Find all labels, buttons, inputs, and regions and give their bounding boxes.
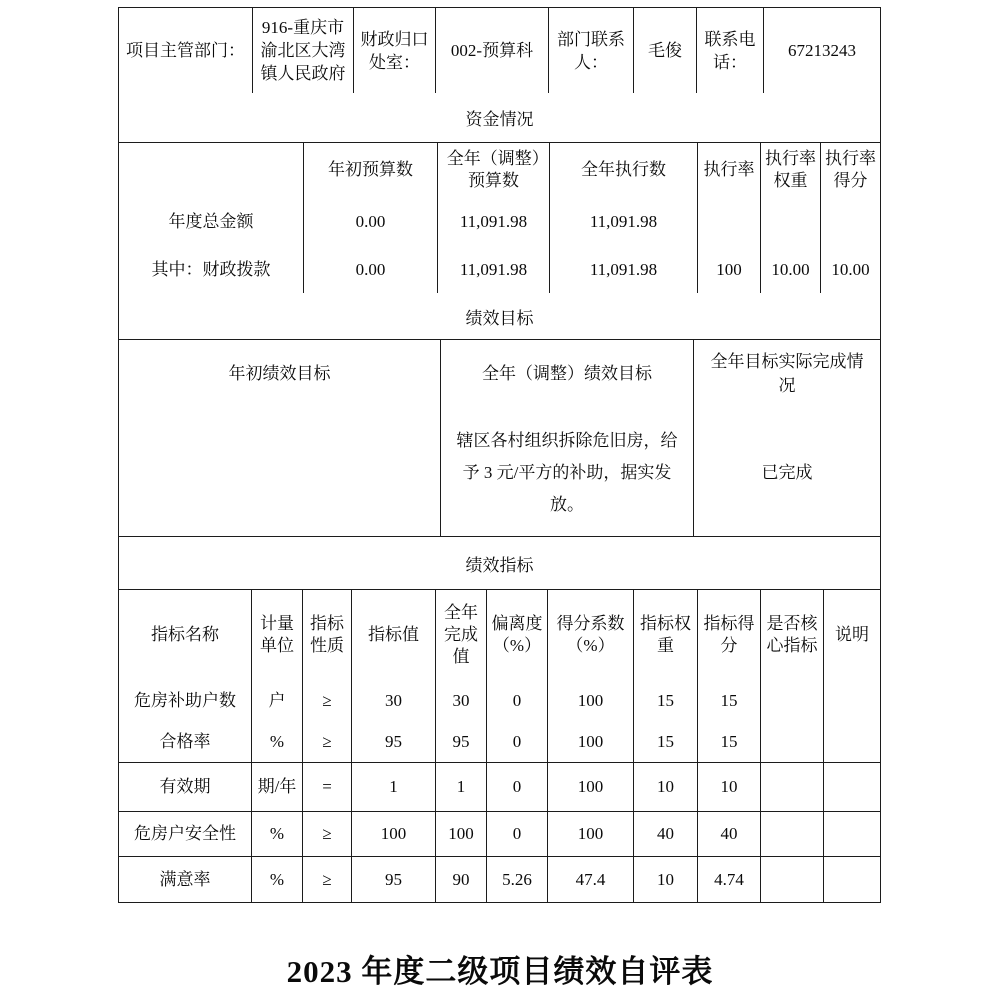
indicator-cell: 100 — [548, 680, 634, 722]
goals-initial-value — [119, 408, 441, 537]
self-evaluation-table — [118, 7, 881, 903]
indicator-name: 满意率 — [119, 857, 252, 902]
dept-contact-value: 毛俊 — [634, 8, 697, 93]
funds-header-cell: 年初预算数 — [304, 143, 438, 197]
indicator-cell: 户 — [252, 680, 303, 722]
indicator-cell: 10 — [634, 857, 698, 902]
indicator-cell: 15 — [634, 722, 698, 763]
indicators-header-cell: 说明 — [835, 625, 869, 644]
indicators-section-title: 绩效指标 — [119, 537, 880, 590]
indicator-cell: 10 — [634, 763, 698, 812]
indicator-cell: 4.74 — [698, 857, 761, 902]
funds-cell: 10.00 — [761, 247, 821, 293]
funds-cell: 11,091.98 — [438, 247, 550, 293]
dept-contact-label: 部门联系人： — [549, 8, 634, 93]
indicators-table — [119, 590, 880, 902]
indicator-cell: % — [252, 812, 303, 857]
funds-cell: 11,091.98 — [550, 197, 698, 247]
indicator-cell: ≥ — [303, 722, 352, 763]
indicator-cell — [761, 763, 824, 812]
indicator-cell: 15 — [698, 722, 761, 763]
funds-header-cell: 执行率得分 — [825, 149, 876, 190]
finance-office-label: 财政归口处室： — [354, 8, 436, 93]
indicator-cell — [761, 857, 824, 902]
finance-office-value: 002-预算科 — [436, 8, 549, 93]
funds-row-label: 其中：财政拨款 — [119, 247, 304, 293]
goals-table — [119, 340, 880, 537]
indicator-cell — [824, 680, 880, 722]
funds-section-title: 资金情况 — [119, 93, 880, 143]
indicator-cell: 期/年 — [252, 763, 303, 812]
phone-label: 联系电话： — [697, 8, 764, 93]
indicator-cell — [761, 722, 824, 763]
indicator-cell: 1 — [352, 763, 436, 812]
indicator-cell: 30 — [436, 680, 487, 722]
indicator-cell: 100 — [548, 722, 634, 763]
funds-cell: 0.00 — [304, 247, 438, 293]
indicators-header-cell: 偏离度（%） — [487, 590, 548, 680]
indicator-cell: % — [252, 722, 303, 763]
funds-table — [119, 143, 880, 293]
indicator-name: 有效期 — [119, 763, 252, 812]
indicators-header-cell: 指标名称 — [119, 590, 252, 680]
indicator-cell: % — [252, 857, 303, 902]
indicator-cell: 15 — [698, 680, 761, 722]
indicator-cell: 47.4 — [548, 857, 634, 902]
indicator-cell: 10 — [698, 763, 761, 812]
indicator-cell — [824, 763, 880, 812]
indicator-cell: 0 — [487, 763, 548, 812]
indicator-cell: 100 — [548, 763, 634, 812]
goals-header-cell: 年初绩效目标 — [119, 340, 441, 408]
indicator-cell: 100 — [436, 812, 487, 857]
indicator-cell: 95 — [436, 722, 487, 763]
indicator-cell — [824, 812, 880, 857]
indicator-cell: ≥ — [303, 812, 352, 857]
indicator-cell: 15 — [634, 680, 698, 722]
indicators-header-cell: 指标性质 — [303, 590, 352, 680]
indicator-name: 合格率 — [119, 722, 252, 763]
indicator-cell: 0 — [487, 812, 548, 857]
funds-cell: 10.00 — [831, 260, 870, 279]
indicator-cell — [761, 812, 824, 857]
indicator-cell: 0 — [487, 722, 548, 763]
indicators-header-cell: 是否核心指标 — [761, 590, 824, 680]
funds-cell: 100 — [698, 247, 761, 293]
indicator-cell: 1 — [436, 763, 487, 812]
goals-header-cell: 全年目标实际完成情况 — [710, 352, 864, 395]
funds-header-cell: 全年（调整）预算数 — [438, 143, 550, 197]
indicator-cell: 100 — [352, 812, 436, 857]
supervisor-dept-label: 项目主管部门： — [119, 8, 253, 93]
indicator-cell: ≥ — [303, 680, 352, 722]
indicators-header-cell: 指标值 — [352, 590, 436, 680]
indicator-cell: 40 — [698, 812, 761, 857]
indicator-cell: 0 — [487, 680, 548, 722]
funds-row-label: 年度总金额 — [119, 197, 304, 247]
indicator-cell: 40 — [634, 812, 698, 857]
supervisor-dept-value: 916-重庆市渝北区大湾镇人民政府 — [253, 8, 354, 93]
funds-header-cell: 执行率权重 — [761, 143, 821, 197]
funds-cell — [698, 197, 761, 247]
funds-cell: 11,091.98 — [550, 247, 698, 293]
indicators-header-cell: 得分系数（%） — [548, 590, 634, 680]
indicators-header-cell: 全年完成值 — [436, 590, 487, 680]
funds-cell — [821, 197, 880, 247]
funds-cell: 0.00 — [304, 197, 438, 247]
indicator-cell: 100 — [548, 812, 634, 857]
indicator-cell: = — [303, 763, 352, 812]
funds-cell — [761, 197, 821, 247]
phone-value: 67213243 — [788, 41, 856, 60]
funds-header-cell: 执行率 — [698, 143, 761, 197]
indicator-cell: 5.26 — [487, 857, 548, 902]
indicators-header-cell: 指标权重 — [634, 590, 698, 680]
funds-header-cell — [119, 143, 304, 197]
page-title: 2023 年度二级项目绩效自评表 — [286, 954, 714, 989]
indicator-cell — [824, 857, 880, 902]
indicators-header-cell: 计量单位 — [252, 590, 303, 680]
info-row — [119, 8, 880, 93]
indicator-cell — [761, 680, 824, 722]
indicator-cell: 95 — [352, 857, 436, 902]
indicators-header-cell: 指标得分 — [698, 590, 761, 680]
indicator-cell — [824, 722, 880, 763]
goals-section-title: 绩效目标 — [119, 293, 880, 340]
goals-header-cell: 全年（调整）绩效目标 — [441, 340, 694, 408]
indicator-name: 危房户安全性 — [119, 812, 252, 857]
indicator-cell: ≥ — [303, 857, 352, 902]
indicator-name: 危房补助户数 — [119, 680, 252, 722]
goals-completion-value: 已完成 — [761, 462, 813, 482]
funds-header-cell: 全年执行数 — [550, 143, 698, 197]
indicator-cell: 90 — [436, 857, 487, 902]
funds-cell: 11,091.98 — [438, 197, 550, 247]
goals-adjusted-value: 辖区各村组织拆除危旧房，给予 3 元/平方的补助，据实发放。 — [441, 408, 694, 537]
indicator-cell: 95 — [352, 722, 436, 763]
indicator-cell: 30 — [352, 680, 436, 722]
